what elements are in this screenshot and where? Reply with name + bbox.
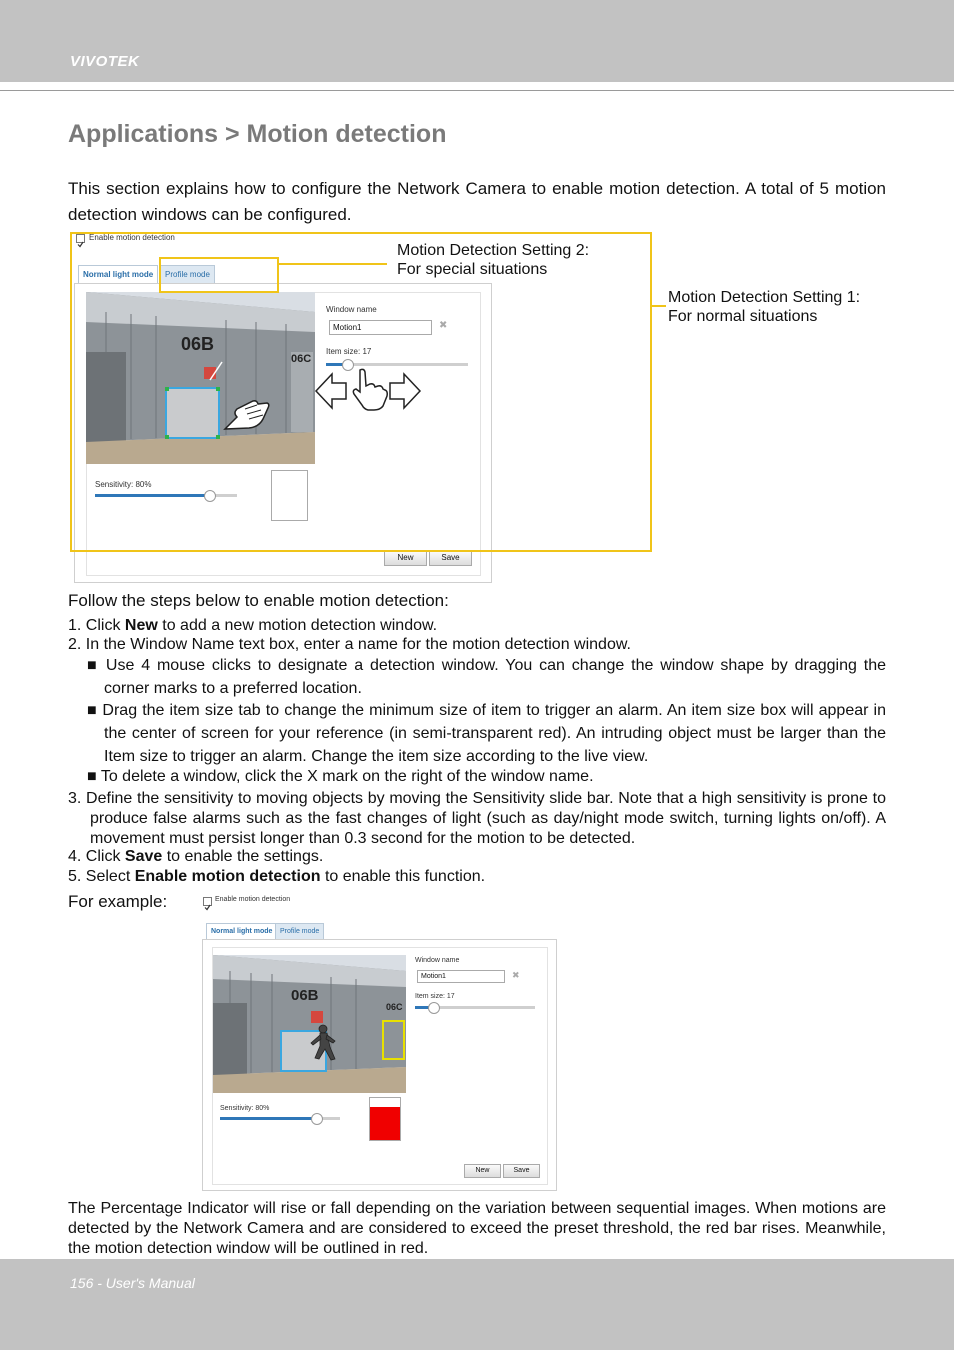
sensitivity-slider-fill-2 bbox=[220, 1117, 316, 1120]
step-1 bbox=[68, 616, 886, 636]
step-2: 2. In the Window Name text box, enter a name for the motion detection window. bbox=[68, 636, 631, 653]
enable-checkbox-2[interactable] bbox=[203, 897, 212, 906]
step-1-post: to add a new motion detection window. bbox=[157, 617, 438, 634]
step-2-bullet-3: ■ To delete a window, click the X mark on the right of the window name. bbox=[87, 768, 594, 785]
page-footer bbox=[0, 1259, 954, 1350]
callout-line-setting1 bbox=[650, 305, 666, 307]
step-3: 3. Define the sensitivity to moving objects by moving the Sensitivity slide bar. Note that a high sensitivity is prone to produce false alarms such as the fast changes of light (such as day/night mode switch, turning lights on/off). A movement must persist longer than 0.3 second for the motion to be detected. bbox=[68, 790, 886, 847]
callout-setting2-line2: For special situations bbox=[397, 261, 548, 278]
step-2-bullet-2: ■ Drag the item size tab to change the minimum size of item to trigger an alarm. An item size box will appear in the center of screen for your reference (in semi-transparent red). An intruding object must be larger than the Item size to trigger an alarm. Change the item size according to the live view. bbox=[87, 702, 886, 765]
new-button[interactable]: New bbox=[384, 551, 427, 566]
percentage-indicator-2 bbox=[369, 1097, 401, 1141]
callout-setting1-line2: For normal situations bbox=[668, 308, 818, 325]
step-2-bullet-1: ■ Use 4 mouse clicks to designate a detection window. You can change the window shape by dragging the corner marks to a preferred location. bbox=[87, 657, 886, 697]
page-header bbox=[0, 0, 954, 82]
callout-line-setting2 bbox=[277, 263, 387, 265]
svg-text:06B: 06B bbox=[291, 987, 319, 1004]
svg-text:06C: 06C bbox=[386, 1002, 403, 1012]
callout-frame-setting2 bbox=[159, 257, 279, 293]
sensitivity-slider-handle-2[interactable] bbox=[311, 1113, 323, 1125]
callout-setting2-text bbox=[397, 241, 589, 279]
sensitivity-label-2: Sensitivity: 80% bbox=[220, 1105, 270, 1112]
window-name-label: Window name bbox=[326, 305, 377, 314]
callout-frame-setting1 bbox=[70, 232, 652, 552]
callout-setting1-line1: Motion Detection Setting 1: bbox=[668, 289, 861, 306]
svg-text:06C: 06C bbox=[291, 353, 312, 365]
tab-profile-mode-2[interactable]: Profile mode bbox=[275, 923, 324, 939]
window-name-label-2: Window name bbox=[415, 957, 460, 964]
outro-paragraph: The Percentage Indicator will rise or fall depending on the variation between sequential images. When motions are detected by the Network Camera and are considered to exceed the preset threshold, the red bar rises. Meanwhile, the motion detection window will be outlined in red. bbox=[68, 1200, 886, 1257]
steps-intro: Follow the steps below to enable motion detection: bbox=[68, 591, 449, 610]
tab-normal-light-mode-2[interactable]: Normal light mode bbox=[206, 923, 277, 939]
callout-setting1-text bbox=[668, 288, 860, 326]
tab-profile-mode[interactable]: Profile mode bbox=[160, 265, 215, 283]
step-4-pre: 4. Click bbox=[68, 848, 125, 865]
screenshot-1 bbox=[68, 230, 668, 585]
step-1-bold: New bbox=[124, 617, 158, 634]
item-size-label: Item size: 17 bbox=[326, 347, 372, 356]
item-size-label-2: Item size: 17 bbox=[415, 993, 455, 1000]
intro-paragraph: This section explains how to configure the Network Camera to enable motion detection. A total of 5 motion detection windows can be configured. bbox=[68, 179, 886, 224]
example-label: For example: bbox=[68, 892, 168, 911]
camera-live-view-2 bbox=[213, 955, 406, 1093]
step-4-post: to enable the settings. bbox=[162, 848, 324, 865]
page-title: Applications > Motion detection bbox=[68, 120, 447, 148]
delete-window-x-icon-2[interactable]: ✖ bbox=[512, 970, 520, 980]
svg-text:06B: 06B bbox=[181, 334, 215, 354]
callout-setting2-line1: Motion Detection Setting 2: bbox=[397, 242, 590, 259]
enable-label: Enable motion detection bbox=[89, 233, 175, 242]
brand-logo-text: VIVOTEK bbox=[70, 53, 140, 70]
save-button-2[interactable]: Save bbox=[503, 1164, 540, 1178]
step-5-bold: Enable motion detection bbox=[134, 868, 321, 885]
enable-label-2: Enable motion detection bbox=[215, 896, 291, 903]
step-4 bbox=[68, 847, 886, 867]
step-1-pre: 1. Click bbox=[68, 617, 125, 634]
new-button-2[interactable]: New bbox=[464, 1164, 501, 1178]
sensitivity-label: Sensitivity: 80% bbox=[95, 480, 152, 489]
step-5-pre: 5. Select bbox=[68, 868, 135, 885]
step-4-bold: Save bbox=[124, 848, 163, 865]
checkmark-icon bbox=[204, 904, 211, 911]
window-name-input-2[interactable]: Motion1 bbox=[417, 970, 505, 983]
header-rule bbox=[0, 90, 954, 91]
window-name-input[interactable]: Motion1 bbox=[329, 320, 432, 335]
delete-window-x-icon[interactable]: ✖ bbox=[439, 320, 448, 331]
step-5 bbox=[68, 867, 886, 887]
step-5-post: to enable this function. bbox=[320, 868, 486, 885]
percentage-indicator-fill bbox=[370, 1107, 400, 1140]
screenshot-2 bbox=[200, 893, 560, 1193]
tab-normal-light-mode[interactable]: Normal light mode bbox=[78, 265, 158, 283]
save-button[interactable]: Save bbox=[429, 551, 472, 566]
item-size-slider-handle-2[interactable] bbox=[428, 1002, 440, 1014]
page-number: 156 - User's Manual bbox=[70, 1275, 195, 1291]
